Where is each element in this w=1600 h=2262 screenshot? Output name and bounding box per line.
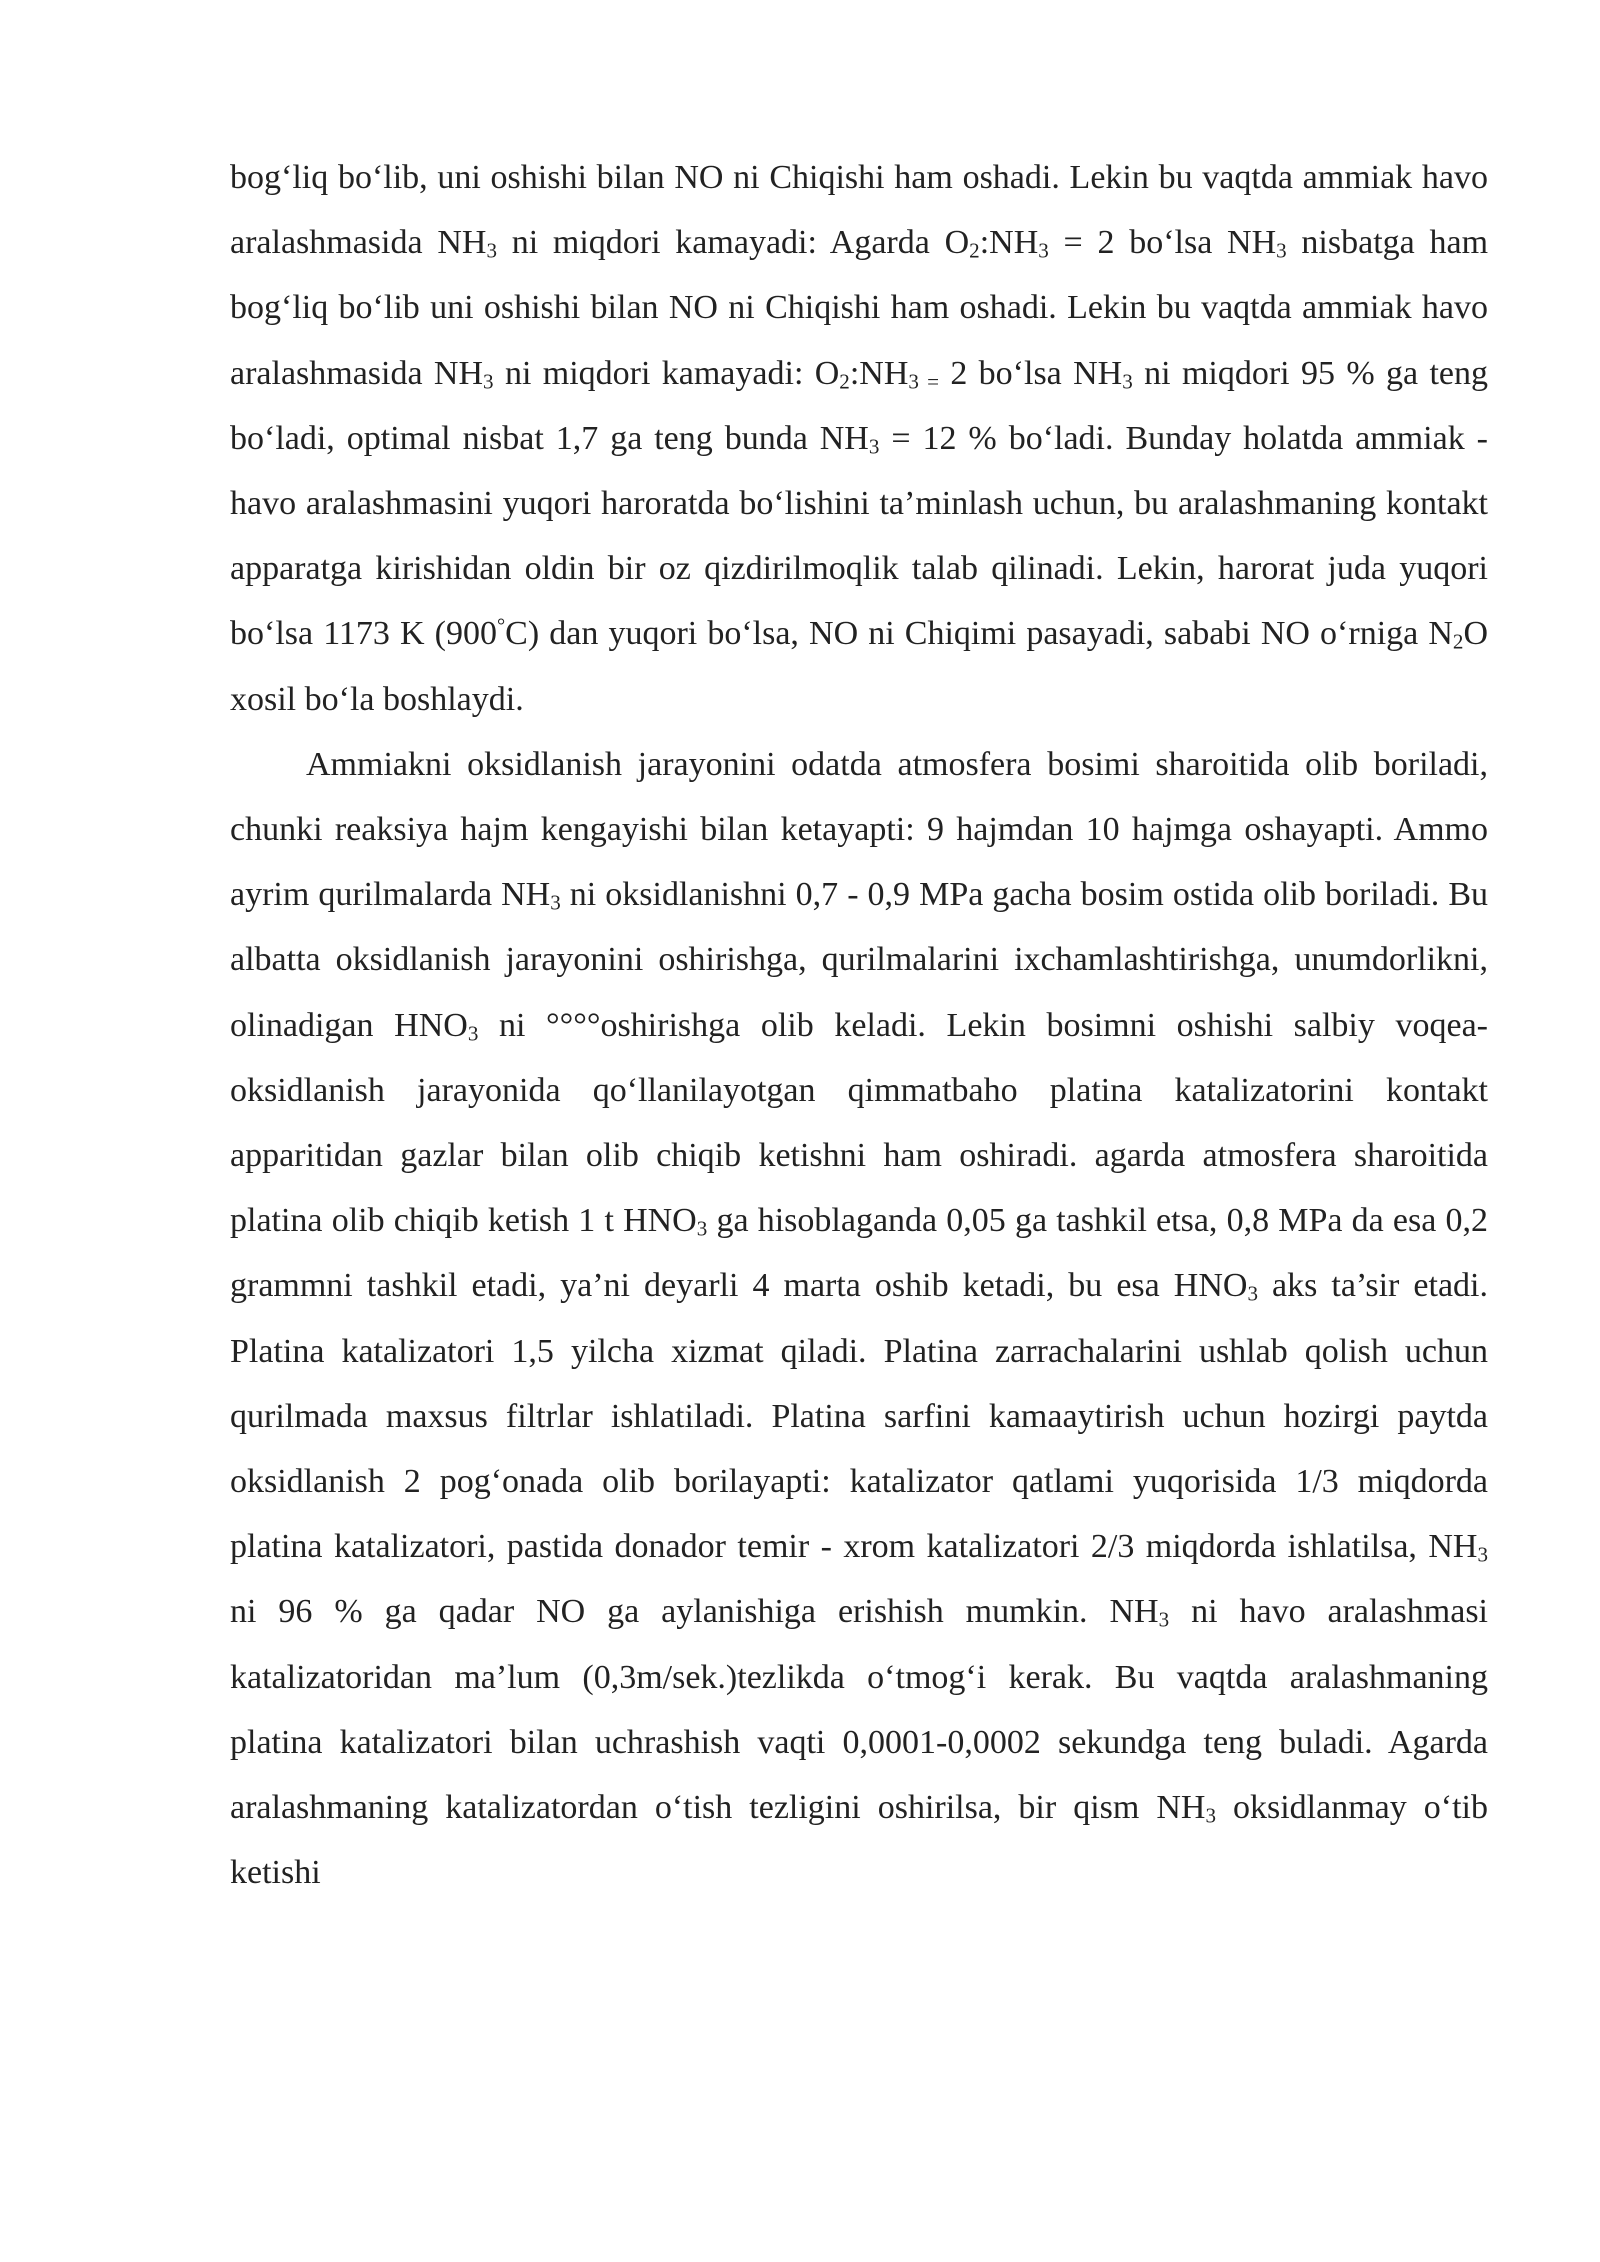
text-run: Ammiakni oksidlanish jarayonini odatda atmosfera bosimi sharoitida olib boriladi, chunki reaksiya hajm kengayishi bilan ketayapti: 9 hajmdan 10 hajmga oshayapti. Ammo ayrim qurilmalarda NH [230, 745, 1488, 914]
subscript-text: 3 [486, 238, 497, 263]
subscript-text: 3 [1122, 369, 1133, 394]
text-run: :NH [979, 224, 1039, 262]
subscript-text: 3 [1158, 1608, 1170, 1633]
text-run: = 12 % bo‘ladi. Bunday holatda ammiak - havo aralashmasini yuqori haroratda bo‘lishini ta’minlash uchun, bu aralashmaning kontakt apparatga kirishidan oldin bir oz qizdirilmoqlik talab qilinadi. Lekin, harorat juda yuqori bo‘lsa 1173 K (900 [230, 419, 1488, 653]
subscript-text: 3 [1038, 238, 1049, 263]
text-run: ga hisoblaganda 0,05 ga tashkil etsa, 0,8 MPa da esa 0,2 grammni tashkil etadi, ya’ni deyarli 4 marta oshib ketadi, bu esa HNO [230, 1202, 1489, 1305]
text-run: ni miqdori kamayadi: O [493, 354, 840, 392]
text-run: ni havo aralashmasi katalizatoridan ma’lum (0,3m/sek.)tezlikda o‘tmog‘i kerak. Bu vaqtda aralashmaning platina katalizatori bilan uchrashish vaqti 0,0001-0,0002 sekundga teng buladi. Agarda aralashmaning katalizatordan o‘tish tezligini oshirilsa, bir qism NH [230, 1593, 1489, 1827]
subscript-text: 3 [467, 1021, 479, 1046]
paragraph [230, 145, 1488, 732]
subscript-text: 3 [483, 369, 494, 394]
subscript-text: 3 [696, 1216, 708, 1241]
text-run: O xosil bo‘la boshlaydi. [230, 615, 1488, 718]
text-run: oksidlanmay o‘tib ketishi [230, 1789, 1488, 1892]
text-run: ni oksidlanishni 0,7 - 0,9 MPa gacha bosim ostida olib boriladi. Bu albatta oksidlanish jarayonini oshirishga, qurilmalarini ixchamlashtirishga, unumdorlikni, olinadigan HNO [230, 876, 1488, 1044]
subscript-text: 2 [1452, 630, 1464, 655]
subscript-text: 3 = [908, 369, 939, 394]
text-run: :NH [849, 354, 909, 392]
subscript-text: 3 [1205, 1803, 1216, 1828]
text-run: ni °°°°oshirishga olib keladi. Lekin bosimni oshishi salbiy voqea-oksidlanish jarayonida qo‘llanilayotgan qimmatbaho platina katalizatorini kontakt apparitidan gazlar bilan olib chiqib ketishni ham oshiradi. agarda atmosfera sharoitida platina olib chiqib ketish 1 t HNO [230, 1006, 1488, 1240]
document-body [230, 145, 1488, 1905]
text-run: ni 96 % ga qadar NO ga aylanishiga erishish mumkin. NH [230, 1593, 1159, 1631]
subscript-text: 2 [839, 369, 850, 394]
text-run: ni miqdori kamayadi: Agarda O [496, 224, 970, 262]
text-run: C) dan yuqori bo‘lsa, NO ni Chiqimi pasayadi, sababi NO o‘rniga N [505, 615, 1453, 653]
text-run: ni miqdori 95 % ga teng bo‘ladi, optimal nisbat 1,7 ga teng bunda NH [230, 354, 1488, 457]
subscript-text: 2 [969, 238, 980, 263]
subscript-text: 3 [550, 890, 561, 915]
subscript-text: 3 [1276, 238, 1287, 263]
subscript-text: 3 [1477, 1542, 1488, 1567]
text-run: 2 bo‘lsa NH [938, 354, 1123, 392]
superscript-text: ° [497, 615, 506, 638]
text-run: = 2 bo‘lsa NH [1048, 224, 1277, 262]
text-run: aks ta’sir etadi. Platina katalizatori 1,5 yilcha xizmat qiladi. Platina zarrachalarini ushlab qolish uchun qurilmada maxsus filtrlar ishlatiladi. Platina sarfini kamaaytirish uchun hozirgi paytda oksidlanish 2 pog‘onada olib borilayapti: katalizator qatlami yuqorisida 1/3 miqdorda platina katalizatori, pastida donador temir - xrom katalizatori 2/3 miqdorda ishlatilsa, NH [230, 1267, 1488, 1566]
text-run: nisbatga ham bog‘liq bo‘lib uni oshishi bilan NO ni Chiqishi ham oshadi. Lekin bu vaqtda ammiak havo aralashmasida NH [230, 224, 1489, 392]
subscript-text: 3 [1247, 1282, 1258, 1307]
text-run: bog‘liq bo‘lib, uni oshishi bilan NO ni Chiqishi ham oshadi. Lekin bu vaqtda ammiak havo aralashmasida NH [230, 159, 1488, 262]
subscript-text: 3 [868, 434, 880, 459]
paragraph [230, 732, 1488, 1906]
